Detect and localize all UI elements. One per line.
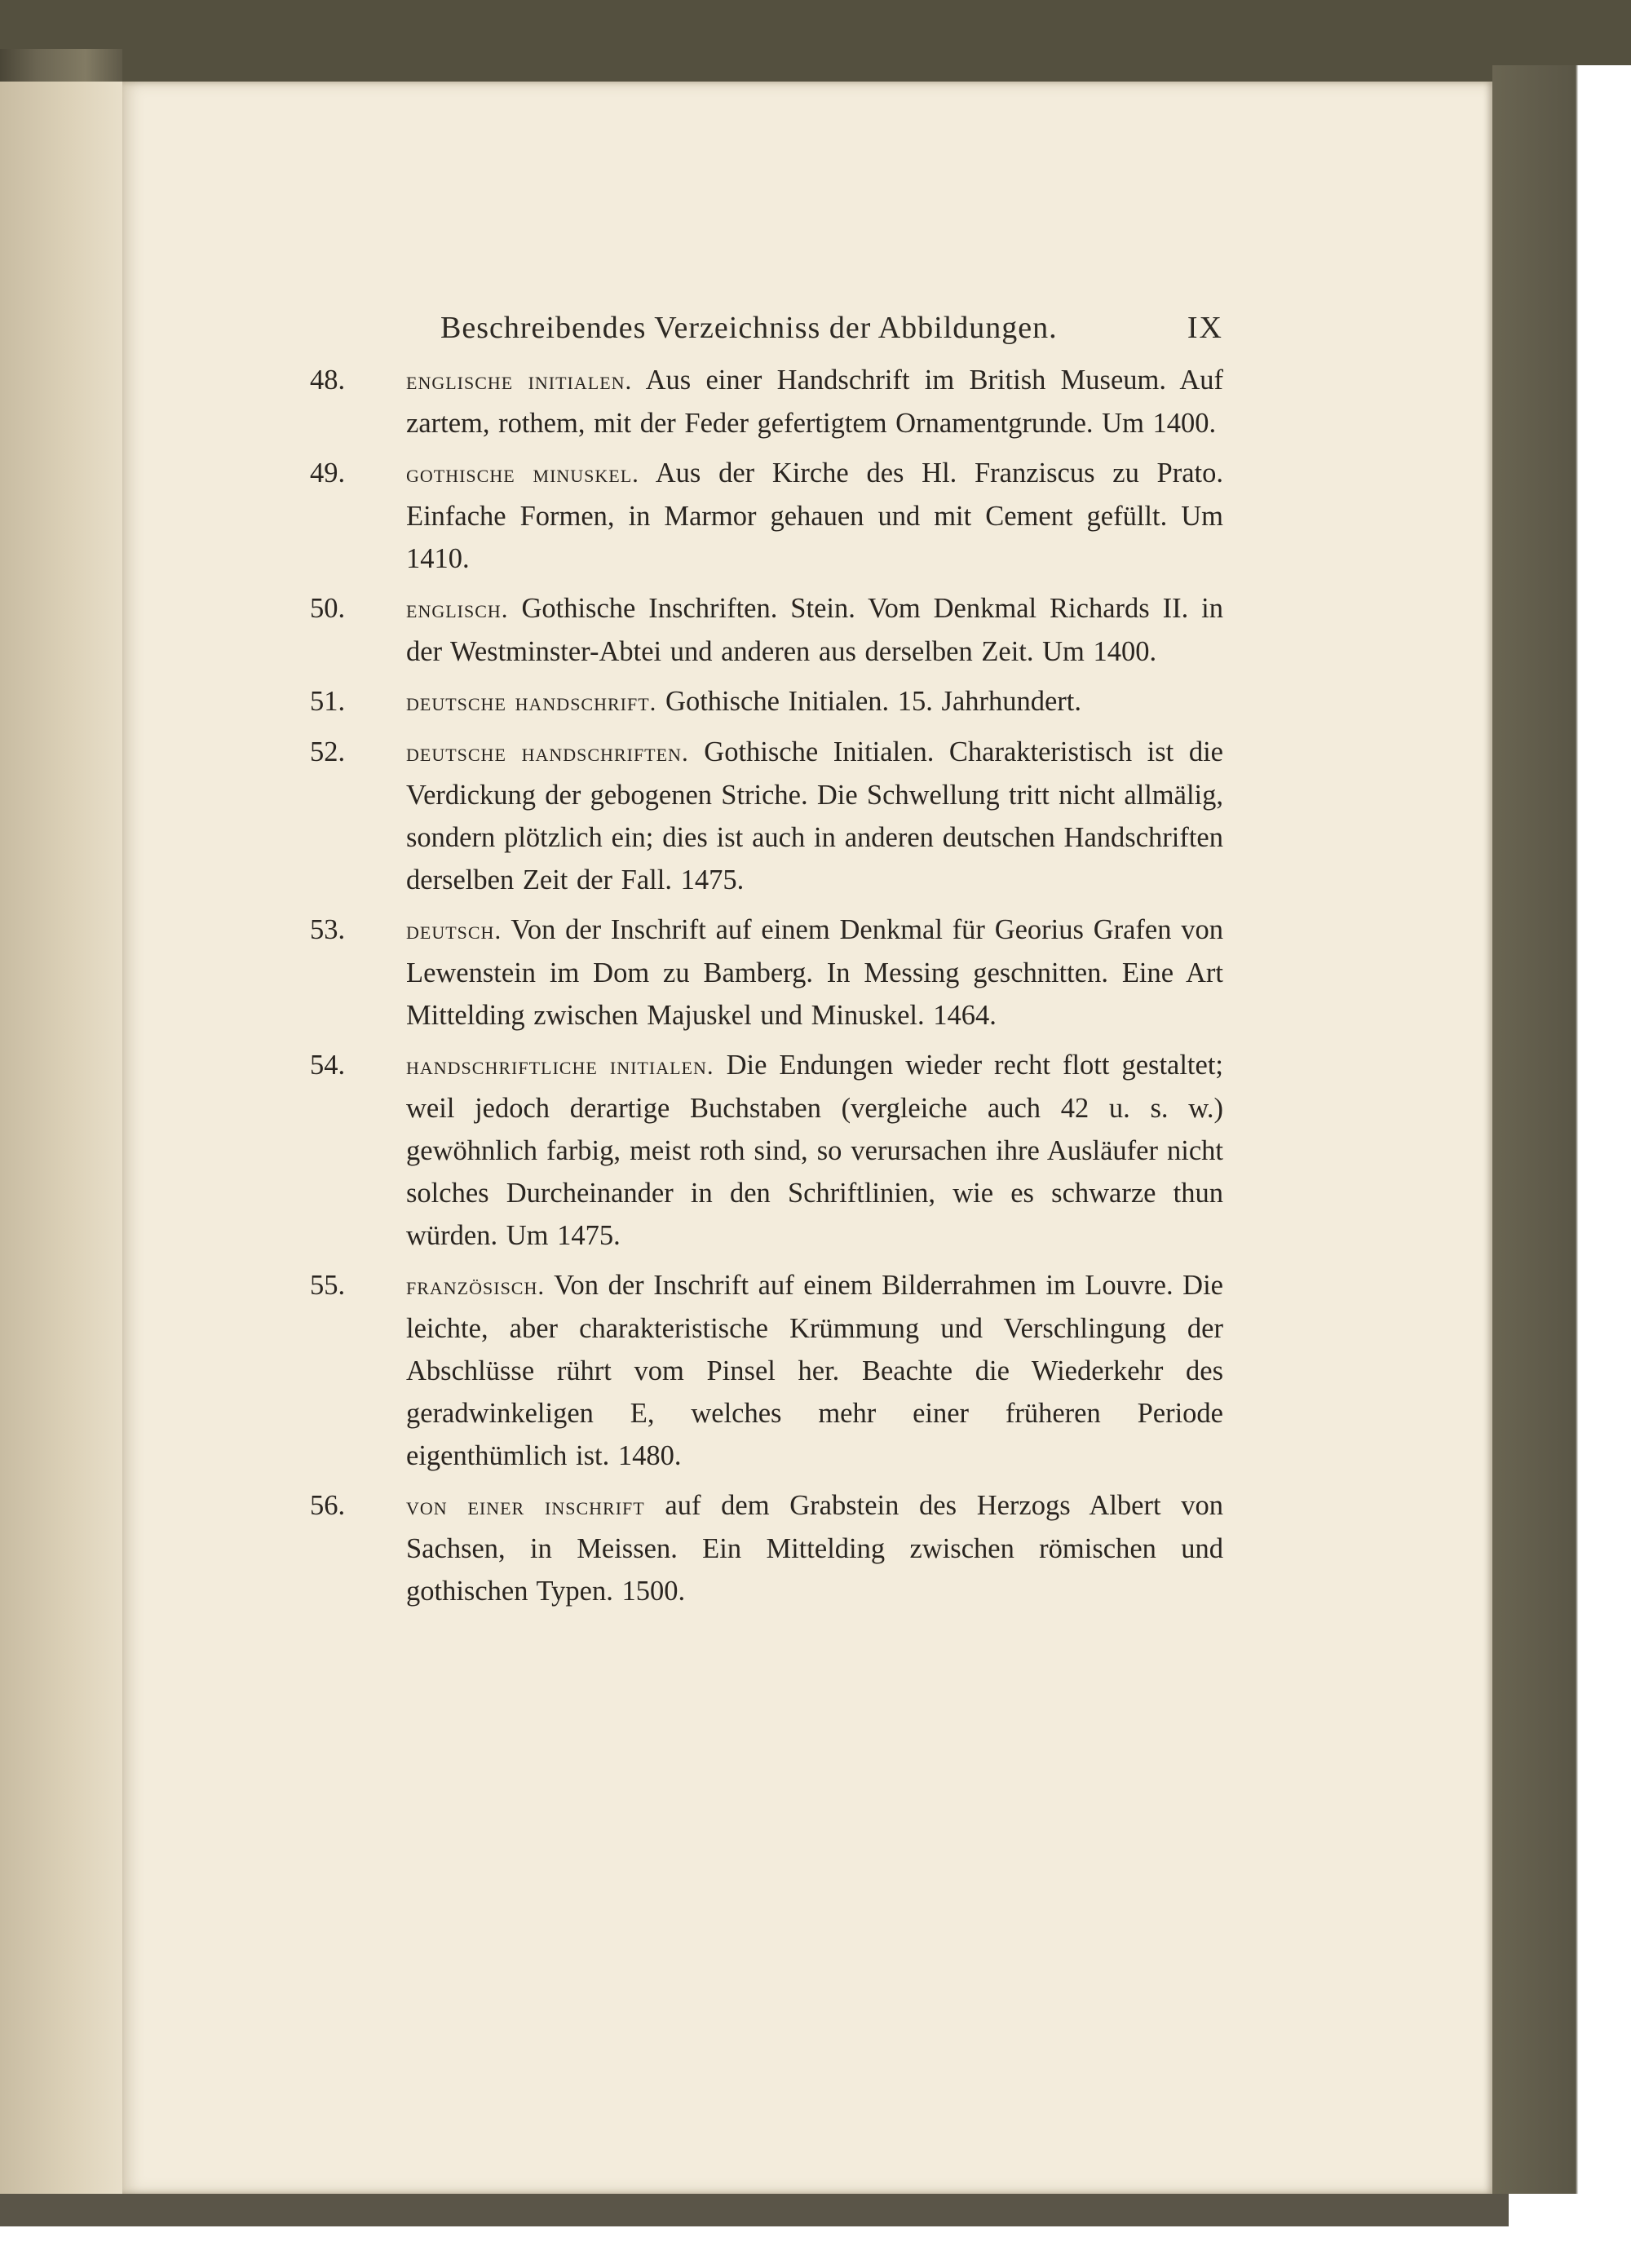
entry-51 [310,680,1223,723]
entry-text: auf dem Grabstein des Herzogs Albert von Sachsen, in Meissen. Ein Mittelding zwischen römischen und gothischen Typen. 1500. [406,1490,1223,1607]
entry-number: 49. [310,458,346,489]
entry-number: 51. [310,686,346,717]
entry-number: 52. [310,736,346,767]
entry-53 [310,909,1223,1037]
entry-text: Gothische Inschriften. Stein. Vom Denkmal Richards II. in der Westminster-Abtei und anderen aus derselben Zeit. Um 1400. [406,593,1223,667]
entry-text: Von der Inschrift auf einem Bilderrahmen im Louvre. Die leichte, aber charakteristische Krümmung und Verschlingung der Abschlüsse rührt vom Pinsel her. Beachte die Wiederkehr des geradwinkeligen E, welches mehr einer früheren Periode eigenthümlich ist. 1480. [406,1270,1223,1471]
entry-56 [310,1484,1223,1612]
entry-heading: handschriftliche initialen. [406,1051,714,1080]
facing-page-edge [0,82,124,2202]
entry-number: 50. [310,593,346,624]
entry-number: 55. [310,1270,346,1301]
entry-text: Die Endungen wieder recht flott gestaltet; weil jedoch derartige Buchstaben (vergleiche auch 42 u. s. w.) gewöhnlich farbig, meist roth sind, so verursachen ihre Ausläufer nicht solches Durcheinander in den Schriftlinien, wie es schwarze thun würden. Um 1475. [406,1050,1223,1251]
entry-number: 54. [310,1050,346,1081]
entry-text: Gothische Initialen. Charakteristisch ist die Verdickung der gebogenen Striche. Die Schwellung tritt nicht allmälig, sondern plötzlich ein; dies ist auch in anderen deutschen Handschriften derselben Zeit der Fall. 1475. [406,736,1223,895]
entry-text: Aus der Kirche des Hl. Franziscus zu Prato. Einfache Formen, in Marmor gehauen und mit Cement gefüllt. Um 1410. [406,458,1224,574]
entry-48 [310,359,1223,444]
entry-heading: französisch. [406,1271,546,1300]
entry-heading: deutsch. [406,916,502,944]
book-cover-bottom [0,2194,1509,2226]
entry-55 [310,1264,1223,1477]
entry-49 [310,452,1223,580]
entry-number: 56. [310,1490,346,1521]
entry-heading: deutsche handschrift. [406,687,657,716]
book-cover-top [0,0,1631,90]
entry-54 [310,1044,1223,1257]
entry-heading: englische initialen. [406,366,633,395]
running-head [310,310,1223,359]
book-cover-right [1492,65,1631,2226]
running-head-title: Beschreibendes Verzeichniss der Abbildungen. [440,311,1058,345]
entry-text: Gothische Initialen. 15. Jahrhundert. [665,686,1082,717]
entry-number: 53. [310,914,346,945]
entry-text: Aus einer Handschrift im British Museum. Auf zartem, rothem, mit der Feder gefertigtem Ornamentgrunde. Um 1400. [406,365,1223,439]
entry-heading: gothische minuskel. [406,459,639,488]
entry-text: Von der Inschrift auf einem Denkmal für Georius Grafen von Lewenstein im Dom zu Bamberg. In Messing geschnitten. Eine Art Mittelding zwischen Majuskel und Minuskel. 1464. [406,914,1223,1031]
entry-heading: englisch. [406,595,509,623]
page-content [310,310,1223,1620]
entry-52 [310,731,1223,901]
page-number: IX [1187,311,1223,345]
entry-number: 48. [310,365,346,396]
entry-heading: von einer inschrift [406,1492,645,1520]
entry-50 [310,587,1223,673]
entry-heading: deutsche handschriften. [406,738,689,767]
